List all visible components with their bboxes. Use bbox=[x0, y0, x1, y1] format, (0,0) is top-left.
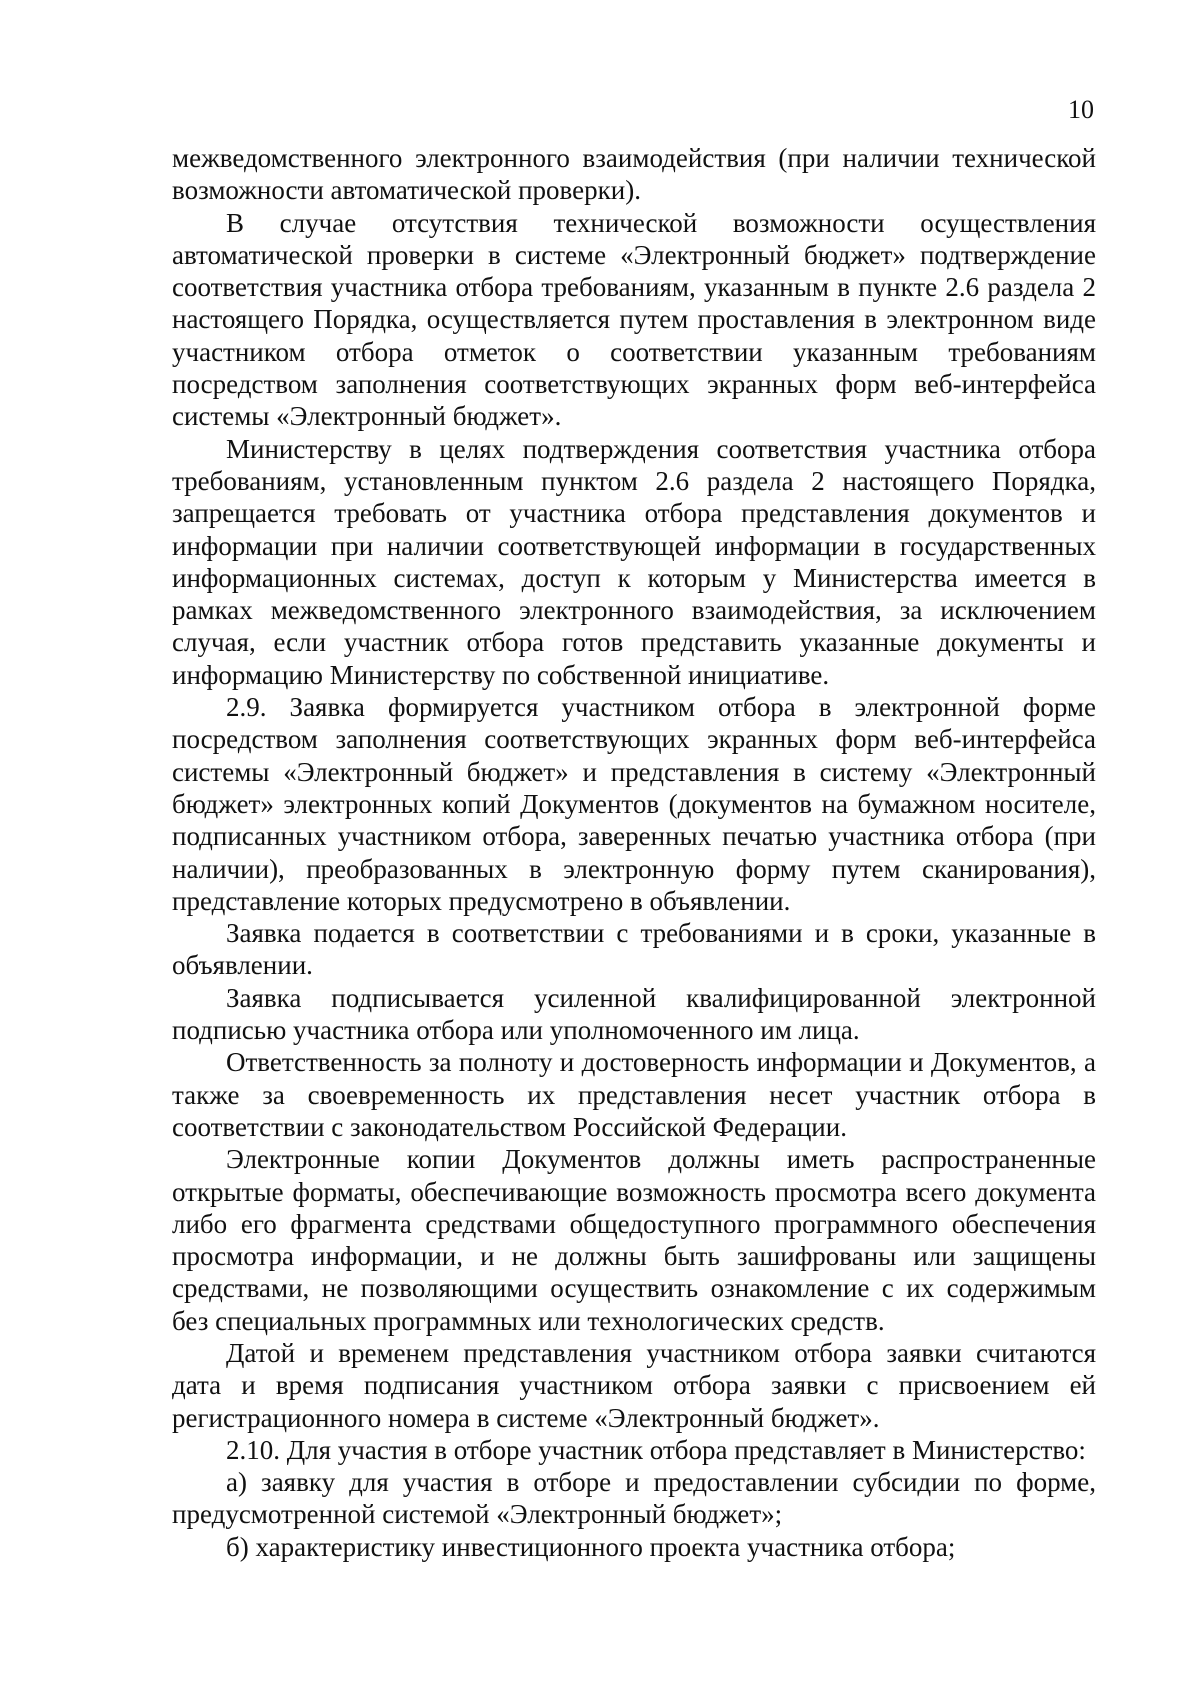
paragraph: Электронные копии Документов должны иметь распространенные открытые форматы, обеспечивающие возможность просмотра всего документа либо его фрагмента средствами общедоступного программного обеспечения просмотра информации, и не должны быть зашифрованы или защищены средствами, не позволяющими осуществить ознакомление с их содержимым без специальных программных или технологических средств. bbox=[172, 1144, 1096, 1336]
paragraph: б) характеристику инвестиционного проекта участника отбора; bbox=[226, 1531, 956, 1562]
paragraph: Ответственность за полноту и достоверность информации и Документов, а также за своевременность их представления несет участник отбора в соответствии с законодательством Российской Федерации. bbox=[172, 1047, 1096, 1142]
paragraph: 2.9. Заявка формируется участником отбора в электронной форме посредством заполнения соответствующих экранных форм веб-интерфейса системы «Электронный бюджет» и представления в систему «Электронный бюджет» электронных копий Документов (документов на бумажном носителе, подписанных участником отбора, заверенных печатью участника отбора (при наличии), преобразованных в электронную форму путем сканирования), представление которых предусмотрено в объявлении. bbox=[172, 692, 1096, 916]
paragraph: межведомственного электронного взаимодействия (при наличии технической возможности автоматической проверки). bbox=[172, 143, 1096, 206]
paragraph: В случае отсутствия технической возможности осуществления автоматической проверки в системе «Электронный бюджет» подтверждение соответствия участника отбора требованиям, указанным в пункте 2.6 раздела 2 настоящего Порядка, осуществляется путем проставления в электронном виде участником отбора отметок о соответствии указанным требованиям посредством заполнения соответствующих экранных форм веб-интерфейса системы «Электронный бюджет». bbox=[172, 207, 1096, 432]
paragraph: 2.10. Для участия в отборе участник отбора представляет в Министерство: bbox=[226, 1434, 1086, 1465]
paragraph: Министерству в целях подтверждения соответствия участника отбора требованиям, установленным пунктом 2.6 раздела 2 настоящего Порядка, запрещается требовать от участника отбора представления документов и информации при наличии соответствующей информации в государственных информационных системах, доступ к которым у Министерства имеется в рамках межведомственного электронного взаимодействия, за исключением случая, если участник отбора готов представить указанные документы и информацию Министерству по собственной инициативе. bbox=[172, 433, 1096, 690]
document-body bbox=[172, 142, 1096, 1563]
page-number: 10 bbox=[1068, 95, 1094, 124]
paragraph: Заявка подписывается усиленной квалифицированной электронной подписью участника отбора или уполномоченного им лица. bbox=[172, 982, 1096, 1046]
paragraph: Заявка подается в соответствии с требованиями и в сроки, указанные в объявлении. bbox=[172, 918, 1096, 981]
paragraph: Датой и временем представления участником отбора заявки считаются дата и время подписания участником отбора заявки с присвоением ей регистрационного номера в системе «Электронный бюджет». bbox=[172, 1337, 1096, 1433]
paragraph: а) заявку для участия в отборе и предоставлении субсидии по форме, предусмотренной системой «Электронный бюджет»; bbox=[172, 1467, 1096, 1530]
